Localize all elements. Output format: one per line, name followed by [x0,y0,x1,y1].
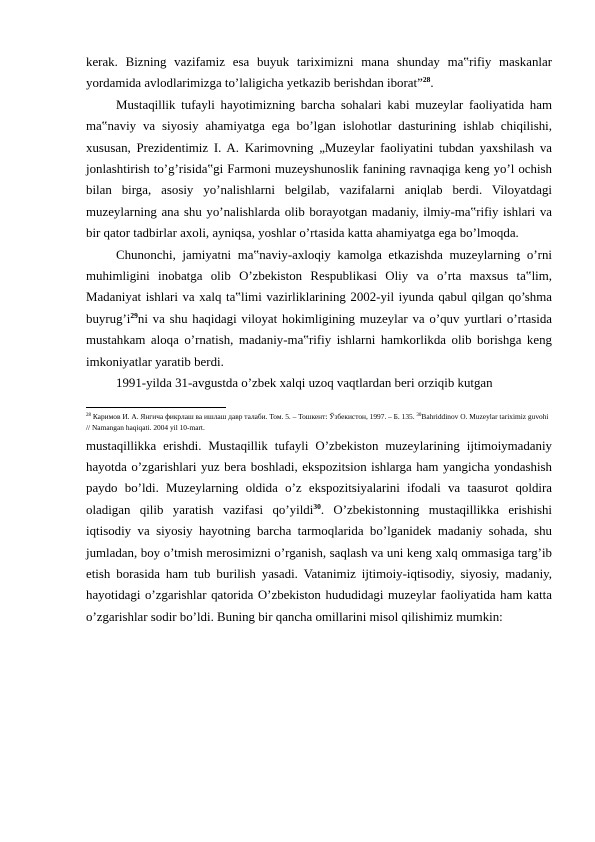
paragraph-text: mustaqillikka erishdi. Mustaqillik tufayli O’zbekiston muzeylarining ijtimoiymadaniy hayotda o’zgarishlari yuz bera boshladi, ekspozitsion ishlarga ham yangicha yondashish paydo bo’ldi. Muzeylarning oldida o’z ekspozitsiyalarini ifodali va taasurot qoldira oladigan qilib yaratish vazifasi qo’yildi [86,438,552,517]
paragraph-continuation [86,52,552,95]
paragraph-text-tail: . O’zbekistonning mustaqillikka erishishi iqtisodiy va siyosiy hayotning barcha tarmoqlarida bo’lganidek madaniy sohada, shu jumladan, boy o’tmish merosimizni o’rganish, saqlash va uni keng xalq ommasiga targ’ib etish borasida ham tub burilish yasadi. Vatanimiz ijtimoiy-iqtisodiy, siyosiy, madaniy, hayotidagi o’zgarishlar qatorida O’zbekiston hududidagi muzeylar faoliyatida ham katta o’zgarishlar sodir bo’ldi. Buning bir qancha omillarini misol qilishimiz mumkin: [86,502,552,624]
paragraph-text-tail: . [430,76,434,91]
paragraph-text-tail: ni va shu haqidagi viloyat hokimligining muzeylar va o’quv yurtlari o’rtasida mustahkam aloqa o’rnatish, madaniy-ma‟rifiy ishlarni hamkorlikda olib borishga keng imkoniyatlar yaratib berdi. [86,311,552,369]
paragraph-chunonchi [86,245,552,373]
footnote-30: Bahriddinov O. Muzeylar tariximiz guvohi // Namangan haqiqati. 2004 yil 10-mart. [86,411,549,432]
footnote-divider [86,407,226,408]
paragraph-text: kerak. Bizning vazifamiz esa buyuk tariximizni mana shunday ma‟rifiy maskanlar yordamida avlodlarimizga to’laligicha yetkazib berishdan iborat” [86,55,552,91]
footnote-mark-30: 30 [416,412,422,418]
paragraph-1991 [86,373,552,394]
paragraph-mustaqillikka [86,436,552,629]
paragraph-mustaqillik [86,95,552,245]
paragraph-text: 1991-yilda 31-avgustda o’zbek xalqi uzoq vaqtlardan beri orziqib kutgan [116,376,493,391]
footnote-ref-29: 29 [130,310,138,320]
paragraph-text: Chunonchi, jamiyatni ma‟naviy-axloqiy kamolga etkazishda muzeylarning o’rni muhimligini inobatga olib O’zbekiston Respublikasi Oliy va o’rta maxsus ta‟lim, Madaniyat ishlari va xalq ta‟limi vazirliklarining 2002-yil iyunda qabul qilgan qo’shma buyrug’i [86,247,552,326]
footnote-ref-28: 28 [422,75,431,85]
footnotes [86,411,552,433]
footnote-mark-28: 28 [86,412,91,418]
footnote-28: Каримов И. А. Янгича фикрлаш ва ишлаш давр талаби. Том. 5. – Тошкент: Ўзбекистон, 1997. – Б. 135. [91,411,417,421]
footnote-ref-30: 30 [313,501,321,511]
paragraph-text: Mustaqillik tufayli hayotimizning barcha sohalari kabi muzeylar faoliyatida ham ma‟naviy va siyosiy ahamiyatga ega bo’lgan islohotlar dasturining ishlab chiqilishi, xususan, Prezidentimiz I. A. Karimovning „Muzeylar faoliyatini tubdan yaxshilash va jonlashtirish to’g’risida‟gi Farmoni muzeyshunoslik fanining ravnaqiga keng yo’l ochish bilan birga, asosiy yo’nalishlarni belgilab, vazifalarni aniqlab berdi. Viloyatdagi muzeylarning ana shu yo’nalishlarda olib borayotgan madaniy, ilmiy-ma‟rifiy ishlari va bir qator tadbirlar axoli, ayniqsa, yoshlar o’rtasida katta ahamiyatga ega bo’lmoqda. [86,97,552,241]
document-page [86,52,552,628]
